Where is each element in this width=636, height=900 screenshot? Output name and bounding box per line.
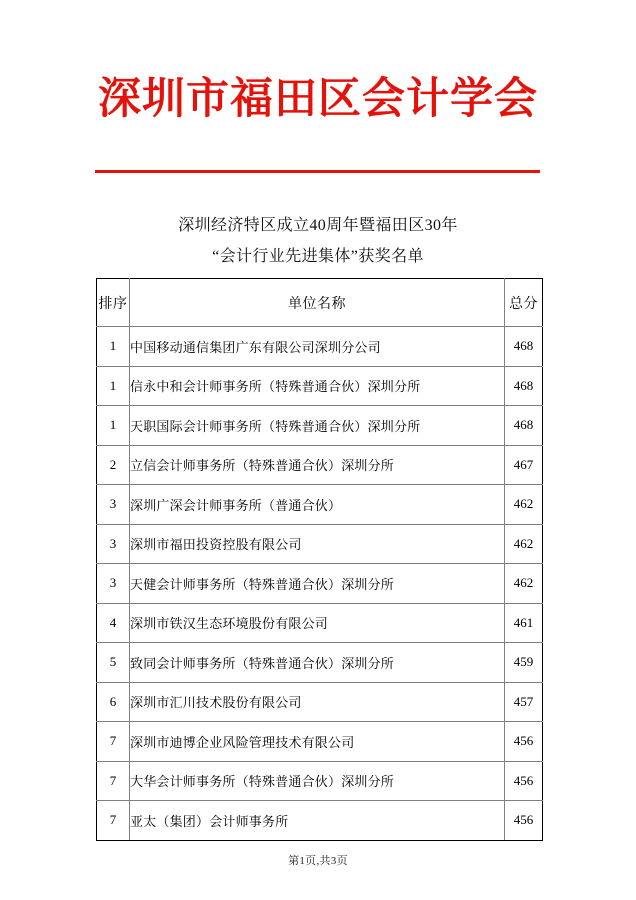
table-row bbox=[97, 366, 543, 406]
cell-rank: 1 bbox=[97, 327, 130, 367]
cell-rank: 1 bbox=[97, 406, 130, 446]
cell-total-score: 456 bbox=[505, 722, 543, 762]
column-header-rank: 排序 bbox=[97, 279, 130, 327]
cell-unit-name: 天职国际会计师事务所（特殊普通合伙）深圳分所 bbox=[130, 406, 505, 446]
table-row bbox=[97, 682, 543, 722]
cell-rank: 4 bbox=[97, 603, 130, 643]
cell-unit-name: 信永中和会计师事务所（特殊普通合伙）深圳分所 bbox=[130, 366, 505, 406]
cell-total-score: 468 bbox=[505, 366, 543, 406]
award-list-table bbox=[96, 278, 543, 841]
table-row bbox=[97, 524, 543, 564]
cell-unit-name: 中国移动通信集团广东有限公司深圳分公司 bbox=[130, 327, 505, 367]
cell-rank: 7 bbox=[97, 761, 130, 801]
table-row bbox=[97, 801, 543, 841]
cell-rank: 2 bbox=[97, 445, 130, 485]
cell-total-score: 457 bbox=[505, 682, 543, 722]
cell-total-score: 456 bbox=[505, 761, 543, 801]
cell-unit-name: 深圳广深会计师事务所（普通合伙） bbox=[130, 485, 505, 525]
cell-unit-name: 深圳市汇川技术股份有限公司 bbox=[130, 682, 505, 722]
cell-unit-name: 天健会计师事务所（特殊普通合伙）深圳分所 bbox=[130, 564, 505, 604]
table-row bbox=[97, 643, 543, 683]
table-row bbox=[97, 485, 543, 525]
cell-rank: 7 bbox=[97, 722, 130, 762]
organization-title: 深圳市福田区会计学会 bbox=[98, 76, 538, 123]
cell-total-score: 456 bbox=[505, 801, 543, 841]
cell-rank: 3 bbox=[97, 564, 130, 604]
column-header-unit-name: 单位名称 bbox=[130, 279, 505, 327]
letterhead bbox=[0, 74, 636, 126]
cell-total-score: 468 bbox=[505, 406, 543, 446]
table-row bbox=[97, 327, 543, 367]
table-row bbox=[97, 722, 543, 762]
cell-total-score: 462 bbox=[505, 564, 543, 604]
table-body bbox=[97, 327, 543, 841]
cell-rank: 5 bbox=[97, 643, 130, 683]
cell-unit-name: 立信会计师事务所（特殊普通合伙）深圳分所 bbox=[130, 445, 505, 485]
cell-unit-name: 大华会计师事务所（特殊普通合伙）深圳分所 bbox=[130, 761, 505, 801]
cell-total-score: 468 bbox=[505, 327, 543, 367]
cell-total-score: 462 bbox=[505, 524, 543, 564]
cell-rank: 7 bbox=[97, 801, 130, 841]
document-subtitle bbox=[0, 210, 636, 272]
cell-total-score: 459 bbox=[505, 643, 543, 683]
letterhead-divider bbox=[95, 170, 540, 173]
column-header-total-score: 总分 bbox=[505, 279, 543, 327]
cell-unit-name: 深圳市铁汉生态环境股份有限公司 bbox=[130, 603, 505, 643]
page-footer-pagination: 第1页,共3页 bbox=[288, 855, 348, 867]
table-row bbox=[97, 761, 543, 801]
cell-unit-name: 亚太（集团）会计师事务所 bbox=[130, 801, 505, 841]
cell-total-score: 462 bbox=[505, 485, 543, 525]
cell-total-score: 461 bbox=[505, 603, 543, 643]
table-row bbox=[97, 445, 543, 485]
cell-unit-name: 致同会计师事务所（特殊普通合伙）深圳分所 bbox=[130, 643, 505, 683]
table-header-row bbox=[97, 279, 543, 327]
cell-rank: 3 bbox=[97, 524, 130, 564]
cell-unit-name: 深圳市福田投资控股有限公司 bbox=[130, 524, 505, 564]
table-row bbox=[97, 603, 543, 643]
table-header bbox=[97, 279, 543, 327]
subtitle-line-2: “会计行业先进集体”获奖名单 bbox=[212, 248, 424, 265]
cell-rank: 6 bbox=[97, 682, 130, 722]
cell-unit-name: 深圳市迪博企业风险管理技术有限公司 bbox=[130, 722, 505, 762]
cell-total-score: 467 bbox=[505, 445, 543, 485]
table-row bbox=[97, 406, 543, 446]
table-row bbox=[97, 564, 543, 604]
subtitle-line-1: 深圳经济特区成立40周年暨福田区30年 bbox=[178, 217, 458, 234]
cell-rank: 1 bbox=[97, 366, 130, 406]
cell-rank: 3 bbox=[97, 485, 130, 525]
